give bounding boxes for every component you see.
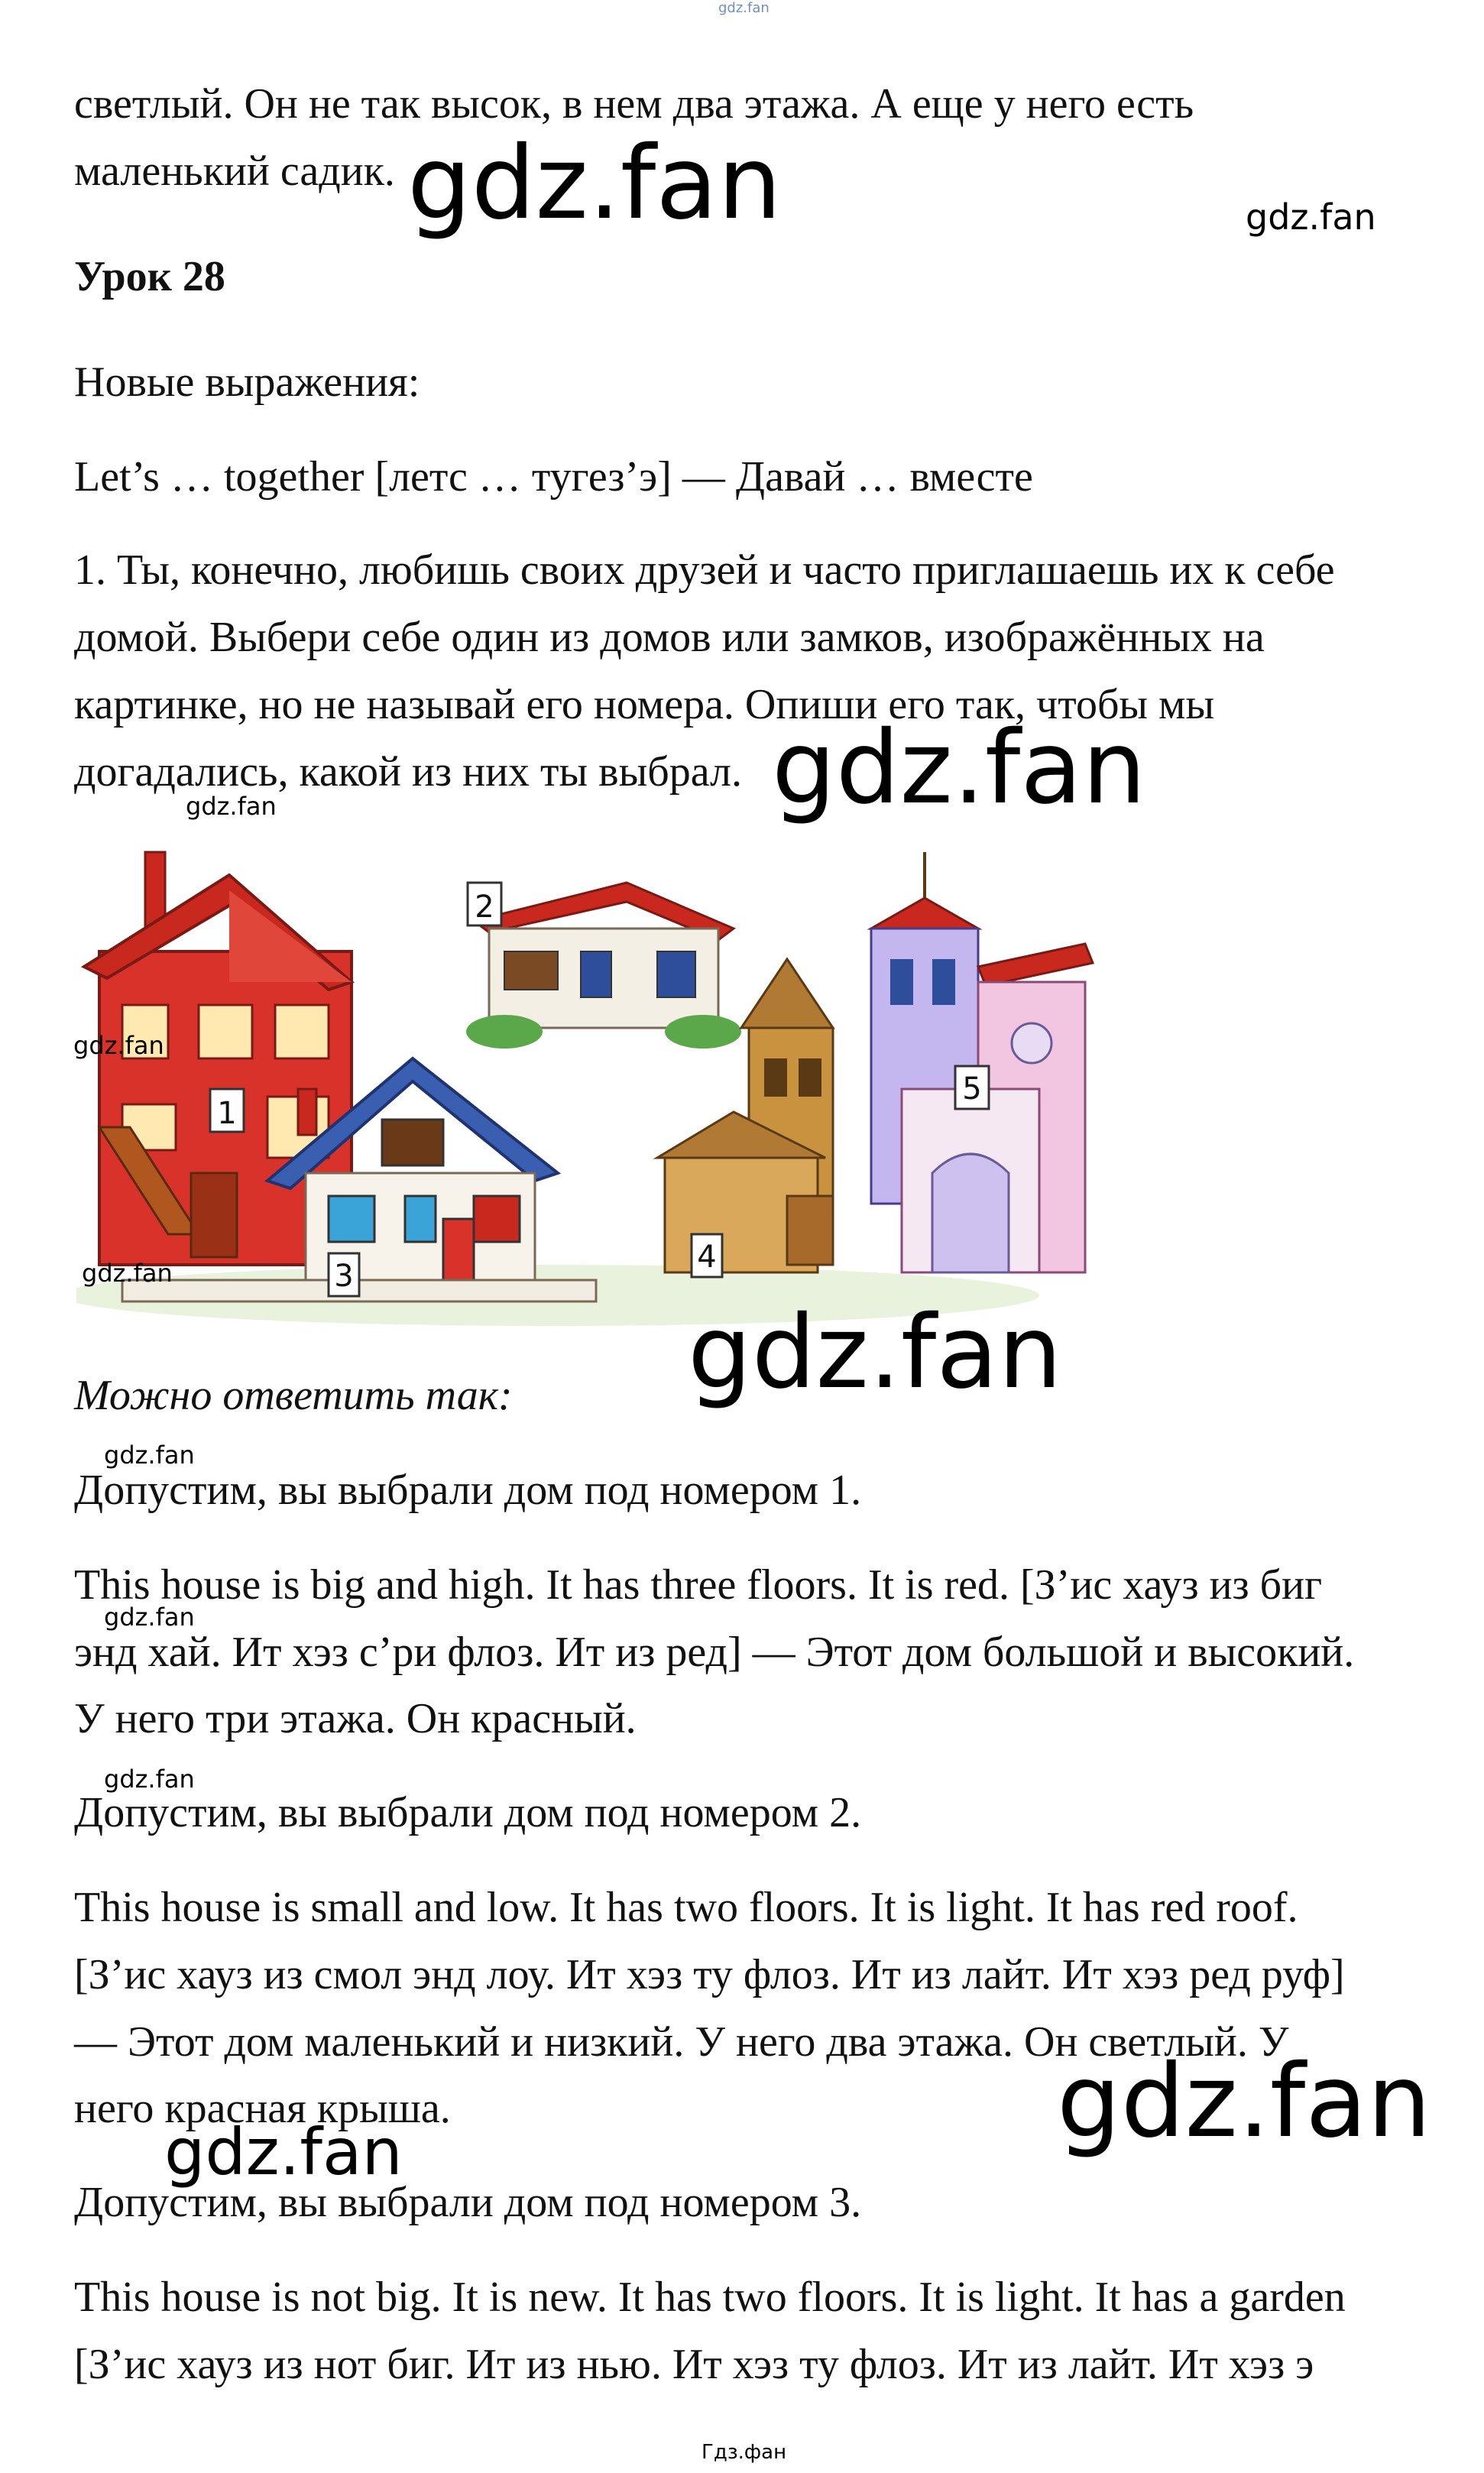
house-2 <box>466 883 741 1049</box>
intro-line-1: светлый. Он не так высок, в нем два этажа. А еще у него есть <box>74 80 1194 128</box>
house-number-3: 3 <box>334 1259 354 1294</box>
watermark: gdz.fan <box>104 1441 195 1470</box>
answer-2-line-1: This house is small and low. It has two floors. It is light. It has red roof. <box>74 1884 1298 1931</box>
answer-1-line-3: У него три этажа. Он красный. <box>74 1695 637 1742</box>
watermark: gdz.fan <box>73 1031 164 1060</box>
answer-2-line-2: [З’ис хауз из смол энд лоу. Ит хэз ту флоз. Ит из лайт. Ит хэз ред руф] <box>74 1951 1345 1998</box>
watermark: gdz.fan <box>104 1765 195 1794</box>
task-line-4: догадались, какой из них ты выбрал. <box>74 748 742 796</box>
houses-illustration <box>76 837 1146 1326</box>
house-number-2: 2 <box>475 890 494 925</box>
new-expressions-label: Новые выражения: <box>74 358 420 406</box>
answer-hint: Можно ответить так: <box>74 1372 513 1419</box>
watermark-footer: Гдз.фан <box>701 2441 787 2464</box>
answer-3-line-1: This house is not big. It is new. It has two floors. It is light. It has a garden <box>74 2274 1346 2321</box>
watermark: gdz.fan <box>407 125 782 242</box>
task-line-1: 1. Ты, конечно, любишь своих друзей и часто приглашаешь их к себе <box>74 546 1335 594</box>
task-line-3: картинке, но не называй его номера. Опиши его так, чтобы мы <box>74 681 1215 728</box>
answer-3-choice: Допустим, вы выбрали дом под номером 3. <box>74 2179 862 2226</box>
lesson-title: Урок 28 <box>74 253 225 300</box>
expression-line: Let’s … together [летс … тугез’э] — Давай … вместе <box>74 453 1033 501</box>
answer-1-choice: Допустим, вы выбрали дом под номером 1. <box>74 1467 862 1514</box>
house-5 <box>871 852 1093 1272</box>
watermark: gdz.fan <box>1057 2043 1431 2160</box>
answer-2-choice: Допустим, вы выбрали дом под номером 2. <box>74 1789 862 1836</box>
house-number-1: 1 <box>217 1096 237 1131</box>
house-number-4: 4 <box>697 1240 717 1275</box>
watermark: gdz.fan <box>104 1603 195 1632</box>
watermark: gdz.fan <box>772 709 1146 827</box>
answer-1-line-2: энд хай. Ит хэз с’ри флоз. Ит из ред] — Этот дом большой и высокий. <box>74 1629 1355 1676</box>
watermark: gdz.fan <box>1246 196 1376 238</box>
answer-3-line-2: [З’ис хауз из нот биг. Ит из нью. Ит хэз ту флоз. Ит из лайт. Ит хэз э <box>74 2341 1314 2388</box>
answer-2-line-4: него красная крыша. <box>74 2085 451 2132</box>
watermark-top: gdz.fan <box>718 0 770 16</box>
answer-1-line-1: This house is big and high. It has three floors. It is red. [З’ис хауз из биг <box>74 1561 1323 1609</box>
answer-2-line-3: — Этот дом маленький и низкий. У него два этажа. Он светлый. У <box>74 2018 1289 2066</box>
task-line-2: домой. Выбери себе один из домов или замков, изображённых на <box>74 614 1265 661</box>
watermark: gdz.fan <box>82 1259 173 1288</box>
watermark: gdz.fan <box>186 792 277 821</box>
watermark: gdz.fan <box>164 2115 403 2189</box>
intro-line-2: маленький садик. <box>74 147 395 195</box>
watermark: gdz.fan <box>688 1294 1062 1412</box>
house-number-5: 5 <box>962 1071 982 1107</box>
